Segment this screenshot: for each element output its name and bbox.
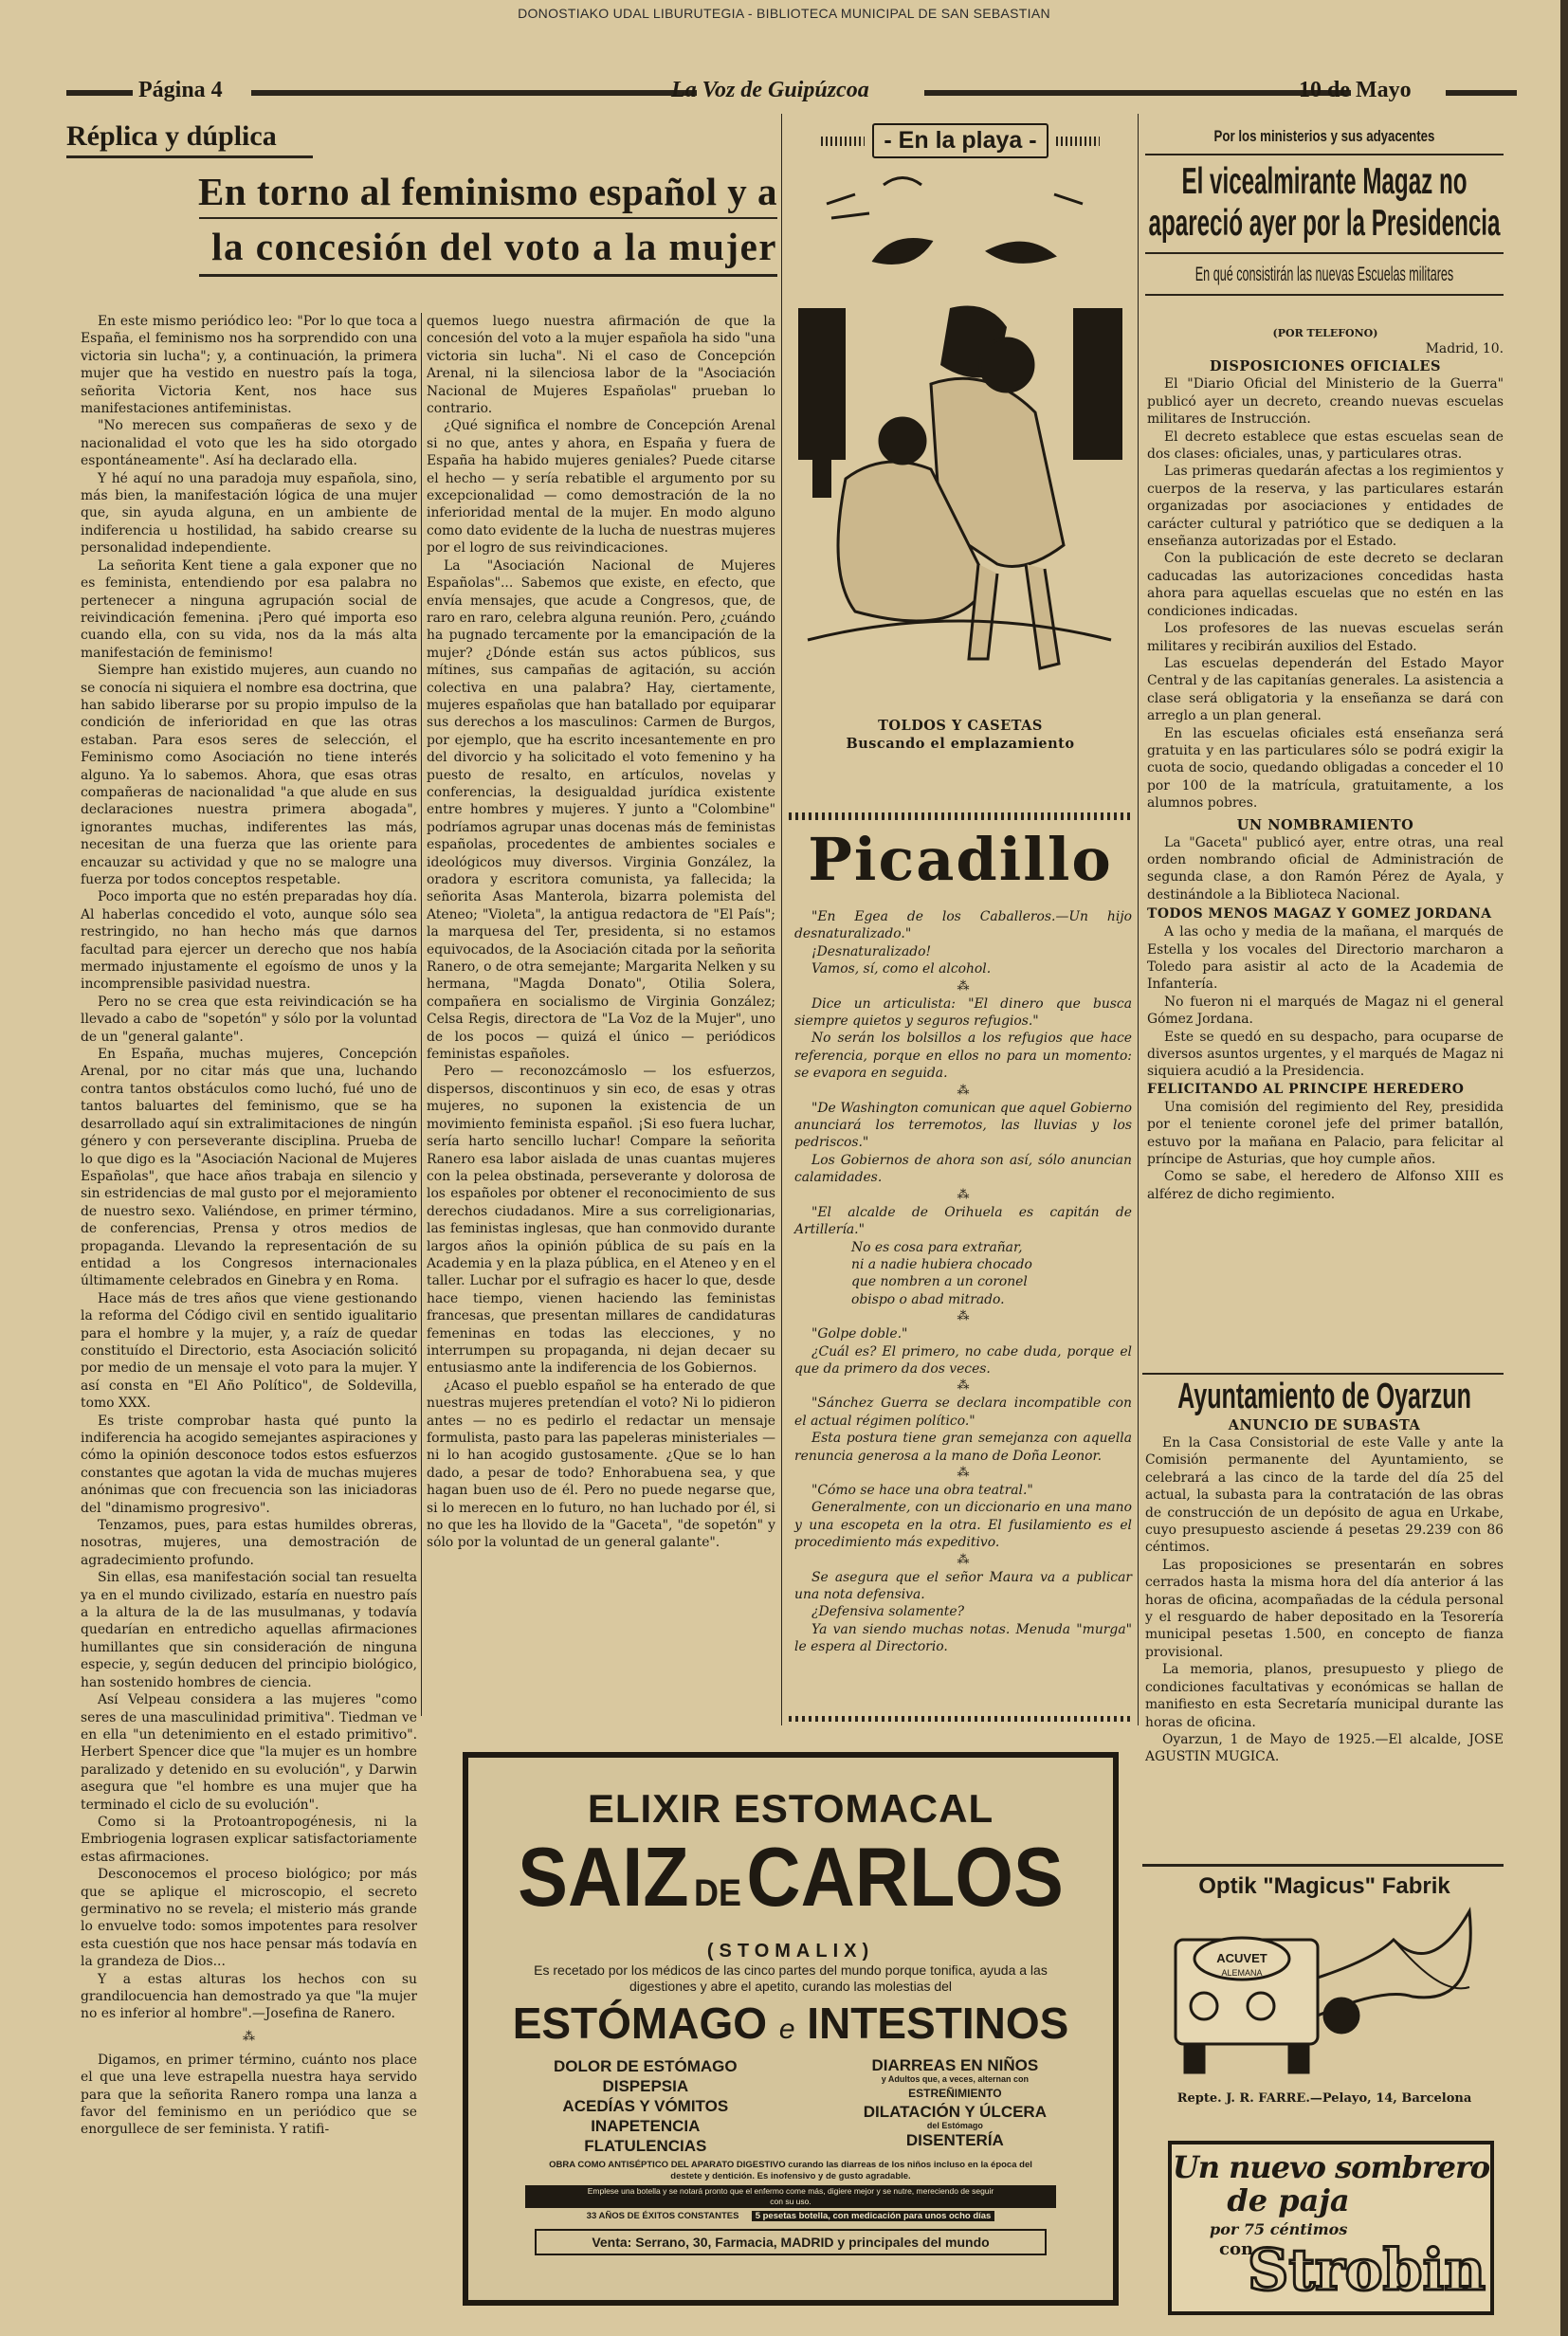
elixir-top: ELIXIR ESTOMACAL: [587, 1786, 994, 1831]
feminismo-article: [66, 114, 777, 277]
paragraph: Como se sabe, el heredero de Alfonso XIII es alférez de dicho regimiento.: [1147, 1169, 1504, 1202]
elixir-intro: Es recetado por los médicos de las cinco partes del mundo porque tonifica, ayuda a las digestiones y abre el apetito, curando las molestias del: [534, 1962, 1048, 1994]
optik-ad: [1147, 1871, 1502, 2127]
picadillo-line: ¿Defensiva solamente?: [811, 1604, 965, 1620]
magaz-kicker: Por los ministerios y sus adyacentes: [1213, 127, 1435, 145]
subhead: UN NOMBRAMIENTO: [1236, 816, 1414, 833]
paragraph: ¿Qué significa el nombre de Concepción Arenal si no que, antes y ahora, en España y fuera de España ha habido mujeres geniales? Puede citarse el hecho — y sería rebatible el argumento por su excepcionalidad — como demostración de la no inferioridad mental de la mujer. En modo alguno como dato evidente de la lucha de nuestras mujeres por el logro de sus reivindicaciones.: [427, 418, 775, 557]
paragraph: Sin ellas, esa manifestación social tan resuelta ya en el mundo civilizado, estaría en nuestro país a la altura de la de las musulmanas, y todavía quedarían en entredicho aquellas afirmaciones humillantes que sin consideración de ninguna especie, y, según deducen del principio biológico, han sostenido hombres de ciencia.: [81, 1570, 417, 1690]
banner-ornament: [821, 137, 865, 146]
telefono-label: (POR TELEFONO): [1272, 327, 1378, 339]
paragraph: En este mismo periódico leo: "Por lo que toca a España, el feminismo nos ha sorprendido con una victoria sin lucha"; y, a continuación, la primera mujer que ha vestido en nuestro país la toga, señorita Victoria Kent, nos hace sus manifestaciones antifeministas.: [81, 314, 417, 417]
picadillo-line: "De Washington comunican que aquel Gobierno anunciará los terremotos, las lluvias y los pedriscos.": [794, 1100, 1132, 1151]
paragraph: Pero no se crea que esta reivindicación se ha llevado a cabo de "sopetón" y sólo por la voluntad de un "general galante".: [81, 994, 417, 1045]
birds: [827, 178, 1083, 219]
paragraph: Tenzamos, pues, para estas humildes obreras, nosotras, mujeres, una demostración de agradecimiento profundo.: [81, 1518, 417, 1568]
paragraph: A las ocho y media de la mañana, el marqués de Estella y los vocales del Directorio marcharon a Toledo para asistir al acto de la Academia de Infantería.: [1147, 924, 1504, 993]
paragraph: Siempre han existido mujeres, aun cuando no se conocía ni siquiera el nombre esa doctrina, que han sabido liberarse por su propio impulso de la condición de inferioridad en que las otras estaban. Para esos seres de selección, el Feminismo como Asociación no tiene interés alguno. Ya lo sabemos. Ahora, que esas otras compañeras de nacionalidad "a que alude en sus declaraciones nuestra primera abogada", ignorantes muchas, indiferentes las más, necesitan de una fuerza que las oriente para encauzar su actividad y que no se malogre una fuerza por todos conceptos respetable.: [81, 663, 417, 887]
title-rule-2: [199, 274, 777, 277]
paragraph: Las proposiciones se presentarán en sobres cerrados hasta la misma hora del día anterior á las horas de oficina, acompañadas de la cédula personal y el resguardo de haber depositado en la Tesorería municipal pesetas 1.500, en concepto de fianza provisional.: [1145, 1557, 1504, 1660]
elixir-fine4: 5 pesetas botella, con medicación para unos ocho días: [752, 2211, 995, 2221]
magaz-title: El vicealmirante Magaz no apareció ayer por la Presidencia: [1148, 161, 1501, 244]
dateline: Madrid, 10.: [1425, 341, 1504, 356]
strobin-ad: [1168, 2141, 1494, 2315]
paragraph: La "Gaceta" publicó ayer, entre otras, una real orden nombrando oficial de Administración de segunda clase, a don Ramón Pérez de Ayala, y destinándole a la Biblioteca Nacional.: [1147, 834, 1504, 903]
paragraph: Digamos, en primer término, cuánto nos place el que una leve estrapella nuestra haya servido para que la señorita Ranero rompa una lanza a favor del feminismo en un periódico que se enorgullece de ser feminista. Y ratifi-: [81, 2052, 417, 2138]
section-star: ⁂: [957, 1309, 970, 1324]
paragraph: Como si la Protoantropogénesis, ni la Embriogenia lograsen explicar satisfactoriamente estas afirmaciones.: [81, 1814, 417, 1865]
beach-cartoon-illustration: [789, 166, 1132, 711]
elixir-brand-a: SAIZ: [518, 1830, 689, 1924]
picadillo-line: Generalmente, con un diccionario en una mano y una escopeta en la otra. El fusilamiento es el procedimiento más expeditivo.: [794, 1500, 1132, 1551]
section-star: ⁂: [957, 1378, 970, 1394]
subhead: DISPOSICIONES OFICIALES: [1210, 358, 1441, 375]
paragraph: En España, muchas mujeres, Concepción Arenal, por no citar más que una, luchando contra tantos obstáculos como luchó, fué uno de tantos baluartes del feminismo, que se ha desarrollado aquí sin extralimitaciones de ningún género y con perseverante disciplina. Prueba de lo que digo es la "Asociación Nacional de Mujeres Españolas", que hace años trabaja en silencio y sin estridencias de mal gusto por el mejoramiento de nuestro sexo. Valiéndose, en primer término, de conferencias, Prensa y otros medios de propaganda. Llevando la representación de su entidad a los Congresos internacionales últimamente celebrados en Ginebra y en Roma.: [81, 1047, 417, 1289]
elixir-brand-de: DE: [693, 1872, 742, 1914]
list-item: DIARREAS EN NIÑOS: [871, 2056, 1039, 2074]
picadillo-line: "En Egea de los Caballeros.—Un hijo desnaturalizado.": [794, 909, 1132, 942]
list-item: DOLOR DE ESTÓMAGO: [554, 2057, 738, 2075]
paragraph: La memoria, planos, presupuesto y pliego de condiciones facultativas y económicas se hallan de manifiesto en esta Secretaría municipal durante las horas de oficina.: [1145, 1662, 1504, 1730]
section-star: ⁂: [957, 1552, 970, 1567]
optik-brand-sublabel: ALEMANA: [1221, 1968, 1263, 1978]
column-divider: [421, 313, 422, 1716]
newspaper-name: La Voz de Guipúzcoa: [671, 78, 869, 102]
paragraph: El decreto establece que estas escuelas sean de dos clases: oficiales, unas, y particulares otras.: [1147, 429, 1504, 463]
list-item: ESTREÑIMIENTO: [908, 2087, 1002, 2100]
paragraph: Las escuelas dependerán del Estado Mayor Central y de las capitanías generales. La asistencia a clase será obligatoria y la enseñanza se dará con arreglo a un plan general.: [1147, 655, 1504, 724]
optik-footer: Repte. J. R. FARRE.—Pelayo, 14, Barcelona: [1176, 2091, 1472, 2106]
subhead: TODOS MENOS MAGAZ Y GOMEZ JORDANA: [1147, 906, 1492, 922]
paragraph: ¿Acaso el pueblo español se ha enterado de que nuestras mujeres pretendían el voto? Ni lo pidieron antes — no es pedirlo el redactar un mensaje formulista, pasto para las papeleras ministeriales — ni lo han acogido gustosamente. ¿Que se lo han dado, a pesar de todo? Enhorabuena sea, y que hagan buen uso de él. Pero no puede negarse que, si lo merecen en lo futuro, no han luchado por él, si no que les ha llovido de la "Gaceta", "de sopetón" y sólo por la voluntad de un general galante".: [427, 1378, 775, 1551]
list-item: DISPEPSIA: [602, 2077, 689, 2095]
picadillo-line: Dice un articulista: "El dinero que busca siempre quietos y seguros refugios.": [794, 995, 1132, 1030]
beach-hut-right: [1073, 308, 1122, 460]
paragraph: Es triste comprobar hasta qué punto la indiferencia ha acogido semejantes aspiraciones y cómo la opinión desconoce todos estos esfuerzos constantes que agotan la vida de muchas mujeres anónimas que con frecuencia son las iniciadoras del "dinamismo progresivo".: [81, 1413, 417, 1516]
subhead: FELICITANDO AL PRINCIPE HEREDERO: [1147, 1081, 1465, 1097]
picadillo-items: [794, 908, 1132, 1656]
paragraph: En las escuelas oficiales está enseñanza será gratuita y en las particulares sólo se podrá exigir la cuota de socio, quedando obligadas a conceder el 10 por 100 de la matrícula, gratuitamente, a los alumnos pobres.: [1147, 725, 1504, 812]
picadillo-line: "Golpe doble.": [811, 1326, 908, 1342]
elixir-right-list: [864, 2056, 1047, 2156]
optik-title: Optik "Magicus" Fabrik: [1198, 1873, 1450, 1899]
ornament-rule: [789, 1716, 1132, 1722]
article-title-line1: En torno al feminismo español y a: [197, 170, 777, 213]
phonograph-illustration: [1147, 1902, 1502, 2091]
column-divider: [781, 114, 782, 1725]
elixir-stomalix: (STOMALIX): [706, 1941, 875, 1962]
paragraph: quemos luego nuestra afirmación de que la concesión del voto a la mujer española ha sido "una victoria sin lucha". Ni el caso de Concepción Arenal, ni la silenciosa labor de la "Asociación Nacional de Mujeres Españolas" prueban lo contrario.: [427, 314, 775, 417]
strobin-line4: con: [1219, 2239, 1254, 2259]
picadillo-line: Ya van siendo muchas notas. Menuda "murga" le espera al Directorio.: [794, 1621, 1132, 1655]
picadillo-line: Se asegura que el señor Maura va a publicar una nota defensiva.: [794, 1569, 1132, 1602]
masthead-rule-right: [924, 90, 1351, 96]
list-item: DILATACIÓN Y ÚLCERA: [863, 2103, 1047, 2121]
list-item: FLATULENCIAS: [584, 2137, 707, 2155]
picadillo-line: "El alcalde de Orihuela es capitán de Artillería.": [794, 1204, 1132, 1238]
masthead-rule-end: [1446, 90, 1517, 96]
list-item: del Estómago: [926, 2121, 983, 2130]
elixir-fine2: Emplese una botella y se notará pronto que el enfermo come más, digiere mejor y se nutre, mereciendo de seguir con su uso.: [525, 2185, 1056, 2208]
oyarzun-notice: [1145, 1377, 1504, 1766]
paragraph: El "Diario Oficial del Ministerio de la Guerra" publicó ayer un decreto, creando nuevas escuelas militares de Instrucción.: [1147, 376, 1504, 428]
paragraph: No fueron ni el marqués de Magaz ni el general Gómez Jordana.: [1147, 994, 1504, 1028]
elixir-big2: INTESTINOS: [807, 1998, 1069, 2048]
rule: [1145, 294, 1504, 296]
elixir-headline: [468, 1997, 1113, 2056]
section-underline: [66, 155, 313, 158]
page-number: Página 4: [138, 78, 223, 102]
playa-banner: - En la playa -: [872, 123, 1048, 158]
elixir-brand: [501, 1830, 1081, 1937]
paragraph: Y a estas alturas los hechos con su grandilocuencia han demostrado ya que "la mujer no es inferior al hombre".—Josefina de Ranero.: [81, 1971, 417, 2022]
paragraph: Desconocemos el proceso biológico; por más que se aplique el microscopio, el secreto germinativo no se revela; el misterio más grande lo envuelve todo: somos impotentes para resolver esta cuestión que nos hace pensar más todavía en la grandeza de Dios...: [81, 1867, 417, 1970]
picadillo-line: Los Gobiernos de ahora son así, sólo anuncian calamidades.: [794, 1152, 1132, 1186]
paragraph: Este se quedó en su despacho, para ocuparse de diversos asuntos urgentes, y el marqués de Magaz ni siquiera acudió a la Presidencia.: [1147, 1029, 1504, 1080]
feminismo-col1: [81, 313, 417, 2139]
playa-section: [789, 123, 1132, 753]
oyarzun-subtitle: ANUNCIO DE SUBASTA: [1228, 1417, 1421, 1433]
paragraph: "No merecen sus compañeras de sexo y de nacionalidad el voto que les ha sido otorgado espontáneamente". Así ha declarado ella.: [81, 418, 417, 469]
elixir-big1: ESTÓMAGO: [512, 1998, 768, 2048]
paragraph: La señorita Kent tiene a gala exponer que no es feminista, entendiendo por esa palabra no pertenecer a ninguna agrupación social de reivindicación femenina. ¡Pero qué importa eso cuando ella, con su vida, nos da la más alta manifestación de feminismo!: [81, 557, 417, 661]
paragraph: La "Asociación Nacional de Mujeres Españolas"... Sabemos que existe, en efecto, que envía mensajes, que acude a Congresos, que, de raro en raro, celebra alguna reunión. Pero, ¿cuándo ha pugnado tercamente por la emancipación de la mujer? ¿Dónde están sus actos públicos, sus mítines, sus campañas de agitación, su acción colectiva en una palabra? Hay, ciertamente, mujeres españolas que han batallado por equiparar sus derechos a los masculinos: Carmen de Burgos, por ejemplo, que ha escrito incesantemente en pro del divorcio y ha solicitado el voto femenino y ha puesto de resalto, en artículos, novelas y conferencias, la desigualdad jurídica existente entre hombres y mujeres. Y junto a "Colombine" podríamos agrupar unas docenas más de feministas españolas, procedentes de ambientes sociales e ideológicos muy diversos. Virginia González, la oradora y escritora comunista, ya fallecida; la señorita Asas Manterola, bizarra polemista del Ateneo; "Violeta", la antigua redactora de "El País"; la marquesa del Ter, presidenta, si no estamos equivocados, de la Asociación citada por la señorita Ranero, o de otra semejante; Margarita Nelken y su hermana, "Magda Donato", Otilia Solera, compañera en socialismo de Virginia González; Celsa Regis, directora de "La Voz de la Mujer", uno de los pocos — quizá el único — periódicos feministas españoles.: [427, 557, 775, 1063]
elixir-venta: Venta: Serrano, 30, Farmacia, MADRID y principales del mundo: [535, 2229, 1047, 2255]
picadillo-line: obispo o abad mitrado.: [851, 1291, 1005, 1307]
elixir-ad: [463, 1752, 1119, 2306]
paragraph: Pero — reconozcámoslo — los esfuerzos, dispersos, discontinuos y sin eco, de esas y otras mujeres, no suponen la existencia de un movimiento feminista español. ¡Si eso fuera luchar, sería harto sencillo luchar! Compare la señorita Ranero esa labor aislada de unas cuantas mujeres con la pelea obstinada, perseverante y dolorosa de los españoles por obtener el reconocimiento de sus derechos ciudadanos. Mire a sus correligionarias, las feministas inglesas, que han conmovido durante largos años la opinión pública de su país en la Academia y en la plaza pública, en el Ateneo y en el taller. Luchar por el sufragio es hacer lo que, desde hace tiempo, vienen haciendo las feministas francesas, que presentan millares de candidaturas femeninas en todas las elecciones, y no interrumpen su propaganda, ni dejan decaer su entusiasmo ante la indiferencia de los Gobiernos.: [427, 1064, 775, 1377]
section-star: ⁂: [957, 1187, 970, 1202]
strobin-brand: Strobin: [1248, 2237, 1486, 2304]
list-item: DISENTERÍA: [905, 2131, 1004, 2149]
paragraph: Y hé aquí no una paradoja muy española, sino, más bien, la manifestación lógica de una mujer que, sin ayuda alguna, en un ambiente de indiferencia u hostilidad, ha sabido crearse su personalidad independiente.: [81, 470, 417, 557]
paragraph: Hace más de tres años que viene gestionando la reforma del Código civil en sentido igualitario para el hombre y la mujer, y, a raíz de quedar constituído el Directorio, esta Asociación solicitó por medio de un mensaje el voto para la mujer. Y así consta en "El Año Político", de Soldevilla, tomo XXX.: [81, 1290, 417, 1412]
picadillo-line: ni a nadie hubiera chocado: [851, 1256, 1032, 1272]
paragraph: Una comisión del regimiento del Rey, presidida por el teniente coronel jefe del primer batallón, estuvo por la mañana en Palacio, para felicitar al príncipe de Asturias, que hoy cumple años.: [1147, 1099, 1504, 1168]
optik-brand-label: ACUVET: [1216, 1951, 1267, 1965]
playa-caption-2: Buscando el emplazamiento: [846, 736, 1075, 752]
masthead: [66, 78, 1517, 110]
list-item: y Adultos que, a veces, alternan con: [881, 2074, 1029, 2084]
beach-hut-left: [798, 308, 846, 460]
picadillo-line: ¡Desnaturalizado!: [811, 943, 932, 959]
playa-caption-1: TOLDOS Y CASETAS: [878, 718, 1043, 734]
section-star: ⁂: [957, 1083, 970, 1098]
magaz-subtitle: En qué consistirán las nuevas Escuelas militares: [1194, 264, 1454, 285]
article-title-line2: la concesión del voto a la mujer: [211, 225, 777, 268]
strobin-line3: por 75 céntimos: [1210, 2220, 1348, 2238]
picadillo-line: Vamos, sí, como el alcohol.: [811, 961, 992, 977]
column-divider: [1138, 114, 1139, 1725]
magaz-article: [1145, 125, 1504, 301]
strobin-line1: Un nuevo sombrero: [1172, 2149, 1490, 2185]
section-star: ⁂: [957, 1465, 970, 1480]
elixir-brand-b: CARLOS: [746, 1830, 1064, 1924]
section-label: Réplica y dúplica: [66, 120, 277, 152]
magaz-body: [1147, 327, 1504, 1203]
paragraph: Poco importa que no estén preparadas hoy día. Al haberlas concedido el voto, aunque sólo sea restringido, no han hecho más que darnos facultad para ejercer un derecho que nos había mermado injustamente el egoísmo de unos y la incomprensible pasividad nuestra.: [81, 889, 417, 993]
section-star: ⁂: [957, 978, 970, 994]
rule: [1145, 252, 1504, 254]
list-item: INAPETENCIA: [591, 2117, 701, 2135]
archive-header: DONOSTIAKO UDAL LIBURUTEGIA - BIBLIOTECA MUNICIPAL DE SAN SEBASTIAN: [518, 6, 1050, 21]
picadillo-line: No es cosa para extrañar,: [851, 1239, 1023, 1255]
strobin-line2: de paja: [1227, 2182, 1350, 2218]
paragraph: Con la publicación de este decreto se declaran caducadas las autorizaciones concedidas hasta ahora para aquellas escuelas que no estén en las condiciones indicadas.: [1147, 551, 1504, 619]
picadillo-line: "Sánchez Guerra se declara incompatible con el actual régimen político.": [794, 1396, 1132, 1429]
list-item: ACEDÍAS Y VÓMITOS: [562, 2097, 729, 2115]
page-date: 10 de Mayo: [1299, 78, 1412, 102]
elixir-fine1: OBRA COMO ANTISÉPTICO DEL APARATO DIGESTIVO curando las diarreas de los niños incluso en la época del destete y dentición. Es inofensivo y de gusto agradable.: [549, 2160, 1032, 2181]
ornament-rule: [789, 812, 1132, 820]
elixir-fine-row: [468, 2211, 1113, 2221]
picadillo-line: ¿Cuál es? El primero, no cabe duda, porque el que da primero da dos veces.: [794, 1343, 1132, 1377]
elixir-e: e: [778, 2014, 795, 2045]
feminismo-col2: [427, 313, 775, 1552]
picadillo-title: Picadillo: [808, 825, 1113, 894]
page-edge: [1560, 0, 1568, 2336]
picadillo-line: No serán los bolsillos a los refugios que hace referencia, porque en ellos no para un momento: se evapora en seguida.: [794, 1031, 1132, 1082]
rule: [1142, 1373, 1504, 1375]
masthead-rule-mid: [251, 90, 697, 96]
masthead-rule-left: [66, 90, 133, 96]
section-star: ⁂: [243, 2029, 255, 2044]
picadillo-line: Esta postura tiene gran semejanza con aquella renuncia generosa a la mano de Doña Leonor.: [794, 1431, 1132, 1464]
banner-ornament: [1056, 137, 1100, 146]
elixir-fine3: 33 AÑOS DE ÉXITOS CONSTANTES: [586, 2211, 739, 2221]
paragraph: Los profesores de las nuevas escuelas serán militares y recibirán auxilios del Estado.: [1147, 621, 1504, 654]
paragraph: En la Casa Consistorial de este Valle y ante la Comisión permanente del Ayuntamiento, se celebrará a las cinco de la tarde del día 25 del actual, la subasta para la contratación de las obras de construcción de un depósito de agua en Urkabe, cuyo presupuesto asciende á pesetas 29.239 con 86 céntimos.: [1145, 1435, 1504, 1556]
picadillo-line: que nombren a un coronel: [851, 1274, 1028, 1290]
paragraph: Así Velpeau considera a las mujeres "como seres de una masculinidad primitiva". Tiedman ve en ella "un detenimiento en el estado primitivo". Herbert Spencer dice que "la mujer es un hombre paralizado y detenido en su evolución", y Darwin asegura que "el hombre es una mujer que ha terminado el ciclo de su evolución".: [81, 1692, 417, 1813]
paragraph: Oyarzun, 1 de Mayo de 1925.—El alcalde, JOSE AGUSTIN MUGICA.: [1145, 1731, 1504, 1765]
paragraph: Las primeras quedarán afectas a los regimientos y cuerpos de la reserva, y las particulares estarán organizadas por asociaciones y entidades de carácter cultural y patriótico que se dediquen a la enseñanza autorizadas por el Estado.: [1147, 464, 1504, 550]
rule: [1145, 154, 1504, 155]
picadillo-section: [789, 827, 1132, 893]
elixir-left-list: [554, 2056, 738, 2156]
oyarzun-title: Ayuntamiento de Oyarzun: [1177, 1377, 1471, 1416]
picadillo-line: "Cómo se hace una obra teatral.": [811, 1482, 1033, 1498]
rule: [1142, 1864, 1504, 1867]
